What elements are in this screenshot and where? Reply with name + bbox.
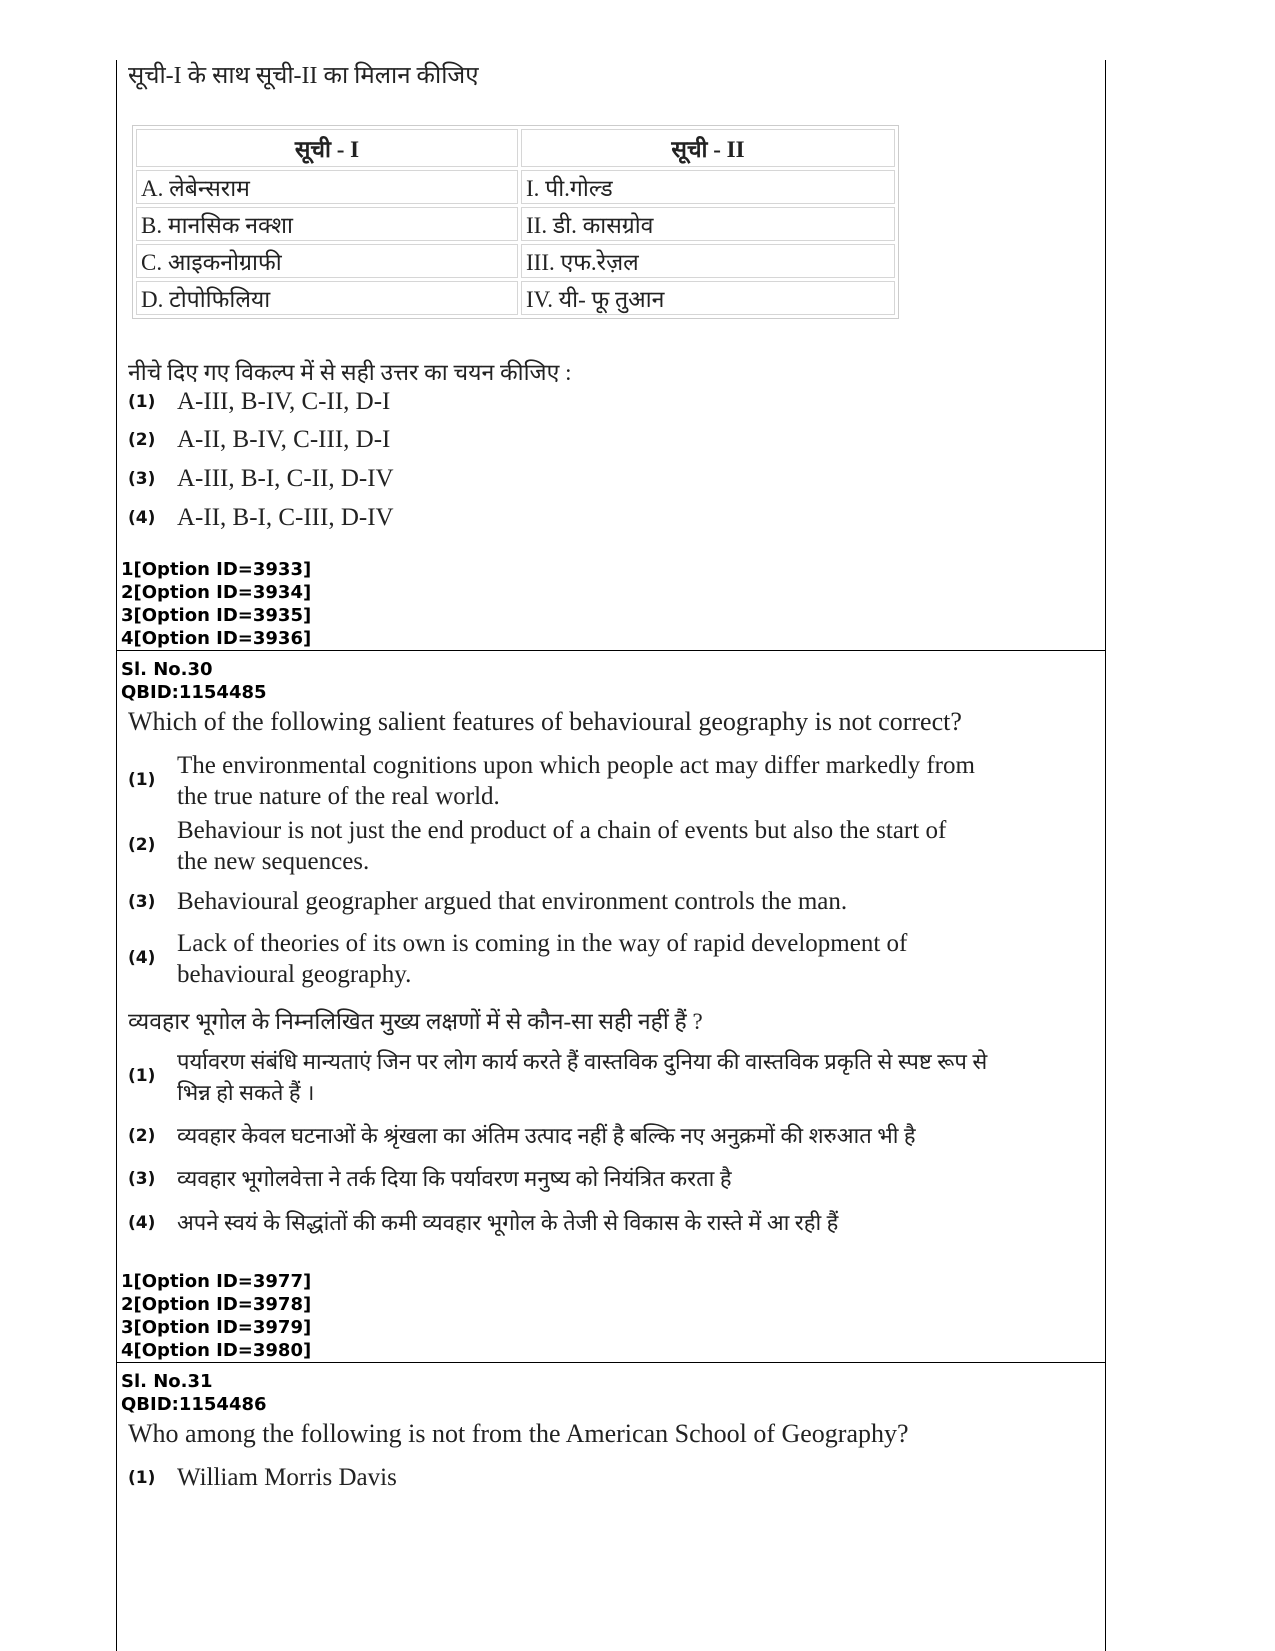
option-number: (4) bbox=[128, 1213, 156, 1233]
option-number: (4) bbox=[128, 508, 156, 528]
option-number: (1) bbox=[128, 1468, 156, 1488]
table-cell: II. डी. कासग्रोव bbox=[521, 207, 895, 241]
table-cell: IV. यी- फू तुआन bbox=[521, 281, 895, 315]
option-number: (4) bbox=[128, 948, 156, 968]
option-text: A-II, B-IV, C-III, D-I bbox=[177, 426, 391, 453]
option-number: (2) bbox=[128, 430, 156, 450]
option-number: (3) bbox=[128, 892, 156, 912]
table-cell: B. मानसिक नक्शा bbox=[136, 207, 518, 241]
option-number: (3) bbox=[128, 1169, 156, 1189]
q30-option-ids bbox=[121, 1270, 311, 1362]
table-cell: C. आइकनोग्राफी bbox=[136, 244, 518, 278]
option-text: A-II, B-I, C-III, D-IV bbox=[177, 504, 394, 531]
choose-instruction: नीचे दिए गए विकल्प में से सही उत्तर का चयन कीजिए : bbox=[128, 360, 572, 385]
q30-question-en: Which of the following salient features of behavioural geography is not correct? bbox=[128, 707, 962, 736]
option-text-line-1: व्यवहार केवल घटनाओं के श्रृंखला का अंतिम उत्पाद नहीं है बल्कि नए अनुक्रमों की शरुआत भी है bbox=[177, 1123, 916, 1148]
option-text-line-1: Behavioural geographer argued that environment controls the man. bbox=[177, 888, 848, 915]
table-cell: I. पी.गोल्ड bbox=[521, 170, 895, 204]
serial-number: Sl. No.30 bbox=[121, 659, 213, 680]
option-id: 4[Option ID=3980] bbox=[121, 1340, 312, 1361]
option-id: 2[Option ID=3934] bbox=[121, 582, 312, 603]
qbid: QBID:1154485 bbox=[121, 682, 267, 703]
table-row bbox=[136, 244, 895, 278]
option-number: (1) bbox=[128, 392, 156, 412]
table-cell: III. एफ.रेज़ल bbox=[521, 244, 895, 278]
option-id: 1[Option ID=3977] bbox=[121, 1271, 312, 1292]
match-table-header bbox=[136, 129, 895, 167]
option-text-line-1: The environmental cognitions upon which people act may differ markedly from bbox=[177, 752, 975, 779]
q31-question-en: Who among the following is not from the American School of Geography? bbox=[128, 1419, 909, 1448]
option-text-line-1: Lack of theories of its own is coming in the way of rapid development of bbox=[177, 930, 908, 957]
table-row bbox=[136, 170, 895, 204]
option-id: 2[Option ID=3978] bbox=[121, 1294, 312, 1315]
option-id: 3[Option ID=3935] bbox=[121, 605, 312, 626]
option-text-line-2: the true nature of the real world. bbox=[177, 783, 500, 810]
option-text-line-2: भिन्न हो सकते हैं । bbox=[177, 1080, 315, 1105]
list-1-header: सूची - I bbox=[136, 129, 518, 167]
option-text: A-III, B-I, C-II, D-IV bbox=[177, 465, 394, 492]
option-id: 3[Option ID=3979] bbox=[121, 1317, 312, 1338]
option-number: (2) bbox=[128, 835, 156, 855]
option-text-line-2: behavioural geography. bbox=[177, 961, 412, 988]
table-cell: D. टोपोफिलिया bbox=[136, 281, 518, 315]
option-text: A-III, B-IV, C-II, D-I bbox=[177, 388, 391, 415]
table-row bbox=[136, 207, 895, 241]
option-id: 4[Option ID=3936] bbox=[121, 628, 312, 649]
match-instruction: सूची-I के साथ सूची-II का मिलान कीजिए bbox=[128, 63, 479, 89]
qbid: QBID:1154486 bbox=[121, 1394, 267, 1415]
option-text-line-2: the new sequences. bbox=[177, 848, 370, 875]
option-number: (1) bbox=[128, 770, 156, 790]
option-text-line-1: पर्यावरण संबंधि मान्यताएं जिन पर लोग कार्य करते हैं वास्तविक दुनिया की वास्तविक प्रकृति से स्पष्ट रूप से bbox=[177, 1049, 988, 1074]
list-2-header: सूची - II bbox=[521, 129, 895, 167]
serial-number: Sl. No.31 bbox=[121, 1371, 213, 1392]
option-number: (1) bbox=[128, 1066, 156, 1086]
option-text-line-1: व्यवहार भूगोलवेत्ता ने तर्क दिया कि पर्यावरण मनुष्य को नियंत्रित करता है bbox=[177, 1166, 732, 1191]
q29-option-ids bbox=[121, 558, 311, 650]
table-cell: A. लेबेन्सराम bbox=[136, 170, 518, 204]
q30-header bbox=[121, 658, 267, 704]
q30-question-hi: व्यवहार भूगोल के निम्नलिखित मुख्य लक्षणों में से कौन-सा सही नहीं हैं ? bbox=[128, 1009, 703, 1034]
option-text-line-1: अपने स्वयं के सिद्धांतों की कमी व्यवहार भूगोल के तेजी से विकास के रास्ते में आ रही हैं bbox=[177, 1210, 839, 1235]
option-text: William Morris Davis bbox=[177, 1464, 397, 1491]
table-row bbox=[136, 281, 895, 315]
match-table bbox=[132, 125, 899, 319]
option-text-line-1: Behaviour is not just the end product of a chain of events but also the start of bbox=[177, 817, 947, 844]
option-id: 1[Option ID=3933] bbox=[121, 559, 312, 580]
option-number: (2) bbox=[128, 1126, 156, 1146]
q31-header bbox=[121, 1370, 267, 1416]
option-number: (3) bbox=[128, 469, 156, 489]
question-divider bbox=[116, 650, 1105, 651]
question-divider bbox=[116, 1362, 1105, 1363]
